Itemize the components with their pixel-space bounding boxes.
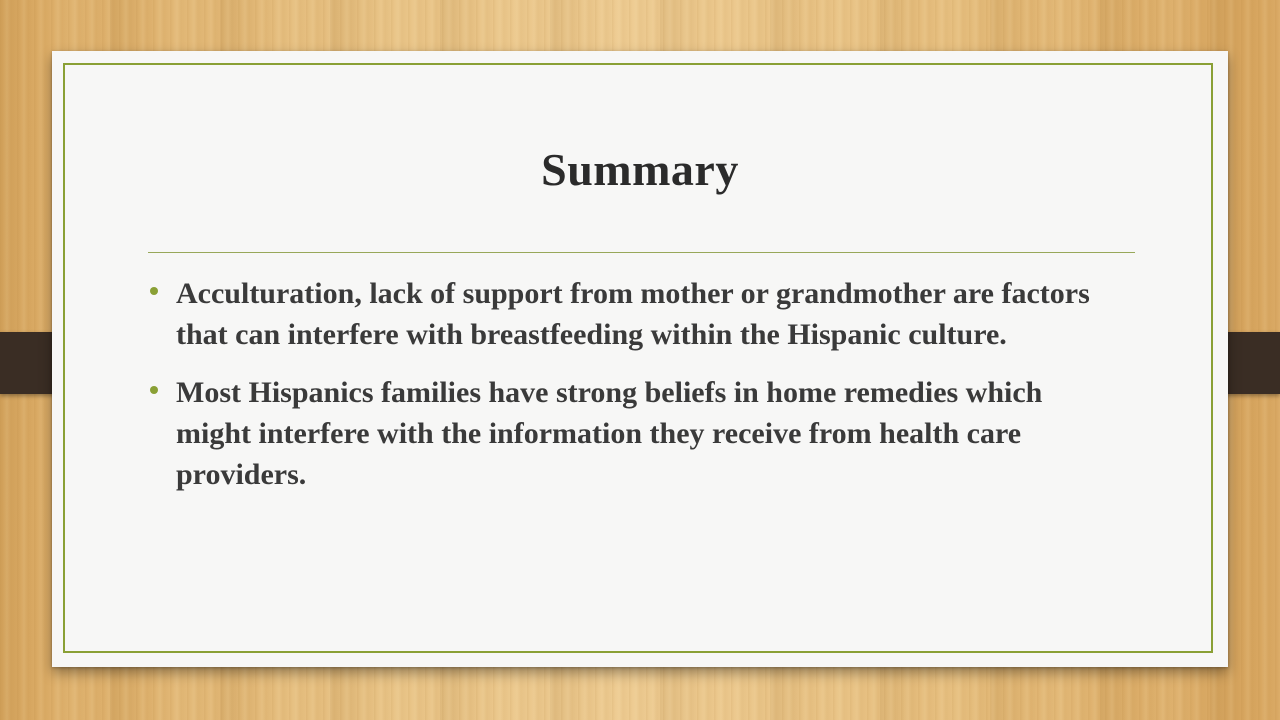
slide-card bbox=[52, 51, 1228, 667]
bullet-dot-icon bbox=[150, 386, 158, 394]
bullet-item bbox=[150, 372, 1110, 495]
slide-title: Summary bbox=[541, 144, 739, 195]
bullet-dot-icon bbox=[150, 287, 158, 295]
bullet-list bbox=[150, 273, 1110, 512]
title-divider bbox=[148, 252, 1135, 253]
bullet-item bbox=[150, 273, 1110, 355]
bullet-text: Acculturation, lack of support from mother or grandmother are factors that can interfere with breastfeeding within the Hispanic culture. bbox=[176, 277, 1090, 351]
bullet-text: Most Hispanics families have strong beliefs in home remedies which might interfere with the information they receive from health care providers. bbox=[176, 376, 1043, 491]
